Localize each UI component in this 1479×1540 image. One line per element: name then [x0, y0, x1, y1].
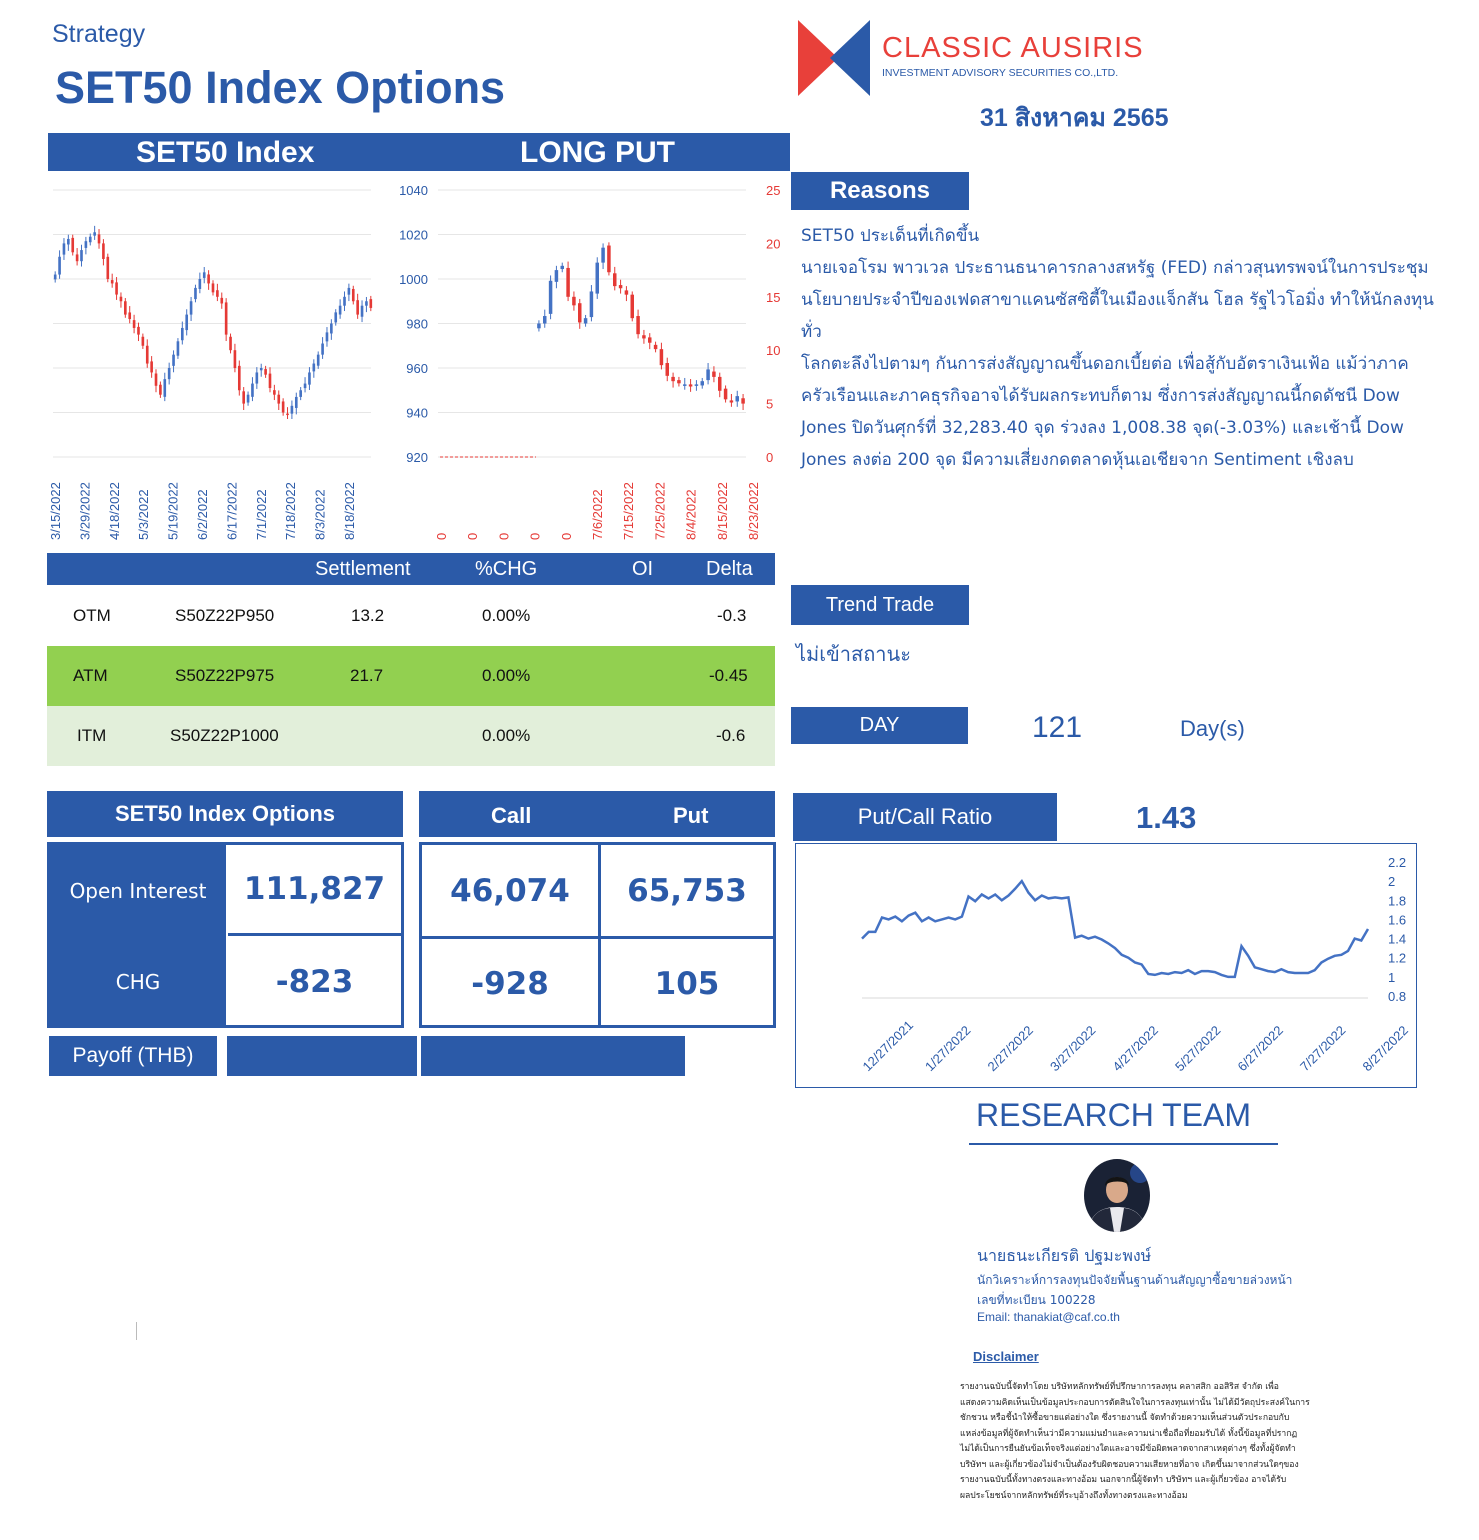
pcr-line-chart	[796, 844, 1416, 1087]
candle-body	[177, 341, 180, 355]
table-row-itm	[47, 706, 775, 766]
x-tick-label-left: 3/29/2022	[77, 482, 93, 540]
summary-right-box	[419, 842, 776, 1028]
research-title-underline	[969, 1143, 1278, 1145]
candle-body	[80, 250, 83, 261]
logo-subtitle: INVESTMENT ADVISORY SECURITIES CO.,LTD.	[882, 67, 1119, 79]
page-title: SET50 Index Options	[55, 62, 506, 113]
candle-body	[706, 369, 710, 380]
trend-trade-value: ไม่เข้าสถานะ	[796, 642, 911, 666]
y-tick-label-left: 1040	[399, 183, 428, 198]
trend-trade-label-text: Trend Trade	[825, 593, 935, 616]
candle-body	[660, 349, 664, 365]
candle-body	[282, 401, 285, 412]
disclaimer-line: ผลประโยชน์จากหลักทรัพย์ที่ระบุอ้างถึงทั้งทางตรงและทางอ้อม	[960, 1490, 1188, 1501]
payoff-label-text: Payoff (THB)	[72, 1044, 194, 1067]
options-table-header	[47, 553, 775, 585]
candle-body	[85, 241, 88, 248]
call-put-header	[419, 791, 775, 837]
candle-body	[238, 366, 241, 390]
candle-body	[334, 312, 337, 322]
candle-body	[106, 257, 109, 279]
payoff-bar-1	[227, 1036, 417, 1076]
chg-total: -823	[275, 964, 354, 1000]
candle-body	[689, 384, 693, 386]
candle-body	[181, 328, 184, 340]
logo-name: CLASSIC AUSIRIS	[882, 32, 1144, 64]
x-tick-label-left: 8/3/2022	[312, 489, 328, 540]
candle-body	[251, 384, 254, 397]
candle-body	[356, 300, 359, 314]
analyst-role: นักวิเคราะห์การลงทุนปัจจัยพื้นฐานด้านสัญญาซื้อขายล่วงหน้า	[977, 1273, 1293, 1287]
candle-body	[199, 279, 202, 289]
oi-total: 111,827	[243, 871, 386, 907]
candle-body	[242, 391, 245, 403]
candle-body	[150, 361, 153, 372]
candle-body	[555, 270, 559, 282]
disclaimer-label: Disclaimer	[973, 1349, 1039, 1364]
candle-body	[220, 298, 223, 304]
row-delta: -0.6	[716, 726, 746, 745]
candle-body	[212, 283, 215, 292]
candle-body	[619, 285, 623, 288]
pcr-y-tick-label: 0.8	[1388, 989, 1407, 1004]
y-tick-label-left: 1020	[399, 227, 428, 243]
candle-body	[736, 396, 740, 401]
summary-title	[47, 791, 403, 837]
candle-body	[308, 372, 311, 384]
pcr-x-tick-label: 4/27/2022	[1109, 1022, 1162, 1075]
candle-body	[343, 297, 346, 306]
candle-body	[561, 266, 565, 269]
candle-body	[712, 372, 716, 377]
candle-body	[225, 302, 228, 334]
candle-body	[286, 414, 289, 416]
candle-body	[256, 372, 259, 383]
pcr-y-tick-label: 1.2	[1388, 950, 1407, 966]
candle-body	[172, 355, 175, 366]
pcr-label-text: Put/Call Ratio	[857, 804, 993, 829]
disclaimer-line: แสดงความคิดเห็นเป็นข้อมูลประกอบการตัดสินใจในการลงทุนเท่านั้น ไม่ได้มีวัตถุประสงค์ในการ	[960, 1397, 1310, 1408]
candle-body	[273, 390, 276, 395]
candle-body	[120, 297, 123, 302]
candle-body	[207, 274, 210, 283]
pcr-x-tick-label: 3/27/2022	[1047, 1022, 1099, 1075]
reasons-line: Jones ลงต่อ 200 จุด มีความเสี่ยงกดตลาดหุ้นเอเชียจาก Sentiment เชิงลบ	[801, 450, 1354, 470]
x-tick-label-right: 7/6/2022	[590, 489, 605, 540]
payoff-label	[49, 1036, 217, 1076]
candle-body	[146, 346, 149, 364]
pcr-x-tick-label: 2/27/2022	[984, 1022, 1037, 1075]
row-delta: -0.3	[717, 606, 747, 625]
reasons-line: โลกตะลึงไปตามๆ กันการส่งสัญญาณขึ้นดอกเบี้ยต่อ เพื่อสู้กับอัตราเงินเฟ้อ แม้ว่าภาค	[801, 354, 1409, 374]
chg-label-cell	[50, 936, 226, 1028]
summary-title-text: SET50 Index Options	[114, 801, 336, 826]
call-header: Call	[491, 803, 532, 828]
y-tick-label-right: 5	[766, 396, 774, 412]
pcr-y-tick-label: 1	[1388, 969, 1396, 985]
candle-body	[234, 350, 237, 368]
candle-body	[339, 306, 342, 315]
chg-call-cell	[422, 939, 598, 1028]
candle-body	[142, 337, 145, 346]
y-tick-label-right: 0	[766, 450, 774, 465]
x-tick-label-left: 6/17/2022	[224, 482, 240, 540]
chg-total-cell	[228, 936, 401, 1028]
reasons-line: ครัวเรือนและภาคธุรกิจอาจได้รับผลกระทบก็ตาม ซึ่งการส่งสัญญาณนี้กดดัชนี Dow	[801, 386, 1400, 406]
summary-left-box	[47, 842, 404, 1028]
candle-body	[683, 384, 687, 386]
candle-body	[578, 303, 582, 322]
x-tick-label-right: 7/15/2022	[621, 482, 637, 540]
candle-body	[185, 315, 188, 330]
candle-body	[260, 368, 263, 370]
candle-body	[321, 344, 324, 355]
put-header: Put	[673, 803, 709, 828]
row-chg: 0.00%	[482, 606, 531, 625]
disclaimer-line: รายงานฉบับนี้ทั้งทางตรงและทางอ้อม นอกจากนี้ผู้จัดทำ บริษัทฯ และผู้เกี่ยวข้อง อาจได้รับ	[960, 1475, 1287, 1485]
candle-body	[194, 288, 197, 299]
x-tick-label-right: 8/23/2022	[746, 482, 761, 540]
strategy-label: Strategy	[52, 20, 146, 48]
x-tick-label-left: 8/18/2022	[342, 482, 357, 540]
candle-body	[190, 301, 193, 314]
chg-label: CHG	[115, 970, 161, 994]
pcr-chart-frame	[795, 843, 1417, 1088]
oi-put: 65,753	[627, 872, 747, 909]
candle-body	[642, 335, 646, 338]
header-delta: Delta	[706, 558, 753, 580]
y-tick-label-left: 940	[406, 405, 428, 421]
candle-body	[216, 290, 219, 297]
pcr-x-tick-label: 1/27/2022	[922, 1022, 974, 1075]
x-tick-label-left: 7/1/2022	[253, 489, 269, 540]
candle-body	[111, 280, 114, 283]
disclaimer-line: บริษัทฯ และผู้เกี่ยวข้องไม่จำเป็นต้องรับผิดชอบความเสียหายที่อาจ เกิดขึ้นมาจากส่วนใดๆของ	[960, 1459, 1299, 1470]
x-tick-label-left: 7/18/2022	[283, 482, 299, 540]
pcr-value: 1.43	[1136, 800, 1197, 835]
set50-chart-title: SET50 Index	[136, 136, 315, 169]
candle-body	[295, 397, 298, 408]
disclaimer-line: ไม่ได้เป็นการยืนยันข้อเท็จจริงแต่อย่างใดและอาจมีข้อผิดพลาดจากสาเหตุต่างๆ ซึ่งทั้งผู้จัดทำ	[960, 1444, 1296, 1454]
candle-body	[203, 272, 206, 278]
candle-body	[330, 324, 333, 334]
reasons-line: นายเจอโรม พาวเวล ประธานธนาคารกลางสหรัฐ (FED) กล่าวสุนทรพจน์ในการประชุม	[801, 258, 1429, 278]
candle-body	[607, 246, 611, 273]
candle-body	[369, 299, 372, 308]
disclaimer-line: ชักชวน หรือชี้นำให้ซื้อขายแต่อย่างใด ซึ่งรายงานนี้ จัดทำด้วยความเห็นส่วนตัวประกอบกับ	[960, 1413, 1290, 1423]
row-series: S50Z22P950	[175, 606, 275, 625]
reasons-line: Jones ปิดวันศุกร์ที่ 32,283.40 จุด ร่วงลง 1,008.38 จุด(-3.03%) และเช้านี้ Dow	[801, 418, 1404, 438]
oi-call-cell	[422, 845, 598, 936]
reasons-line: นโยบายประจำปีของเฟดสาขาแคนซัสซิตี้ในเมืองแจ็กสัน โฮล รัฐไวโอมิ่ง ทำให้นักลงทุนทั่ว	[801, 290, 1434, 342]
candle-body	[718, 377, 722, 391]
candle-body	[326, 332, 329, 341]
y-tick-label-right: 10	[766, 343, 781, 359]
y-tick-label-left: 1000	[399, 272, 428, 287]
candle-body	[137, 327, 140, 335]
pcr-x-tick-label: 12/27/2021	[859, 1017, 917, 1075]
candle-body	[291, 406, 294, 414]
candle-body	[352, 289, 355, 301]
header-settlement: Settlement	[315, 558, 411, 580]
x-tick-label-left: 5/3/2022	[136, 489, 152, 540]
candle-body	[566, 268, 570, 297]
candle-body	[537, 324, 541, 329]
oi-total-cell	[228, 845, 401, 936]
reasons-label	[791, 172, 969, 210]
row-delta: -0.45	[709, 666, 748, 685]
candlestick-charts	[40, 172, 800, 547]
candle-body	[76, 254, 79, 261]
y-tick-label-left: 980	[406, 316, 428, 332]
table-row-otm	[47, 586, 775, 646]
candle-body	[654, 345, 658, 349]
candle-body	[89, 237, 92, 243]
candle-body	[93, 232, 96, 235]
chg-put-cell	[601, 939, 773, 1028]
candle-body	[677, 380, 681, 383]
long-put-chart-title: LONG PUT	[520, 136, 675, 169]
candle-body	[102, 243, 105, 259]
candle-body	[159, 385, 162, 395]
research-team-title: RESEARCH TEAM	[976, 1097, 1252, 1133]
candle-body	[313, 364, 316, 372]
x-tick-label-left: 3/15/2022	[48, 482, 63, 540]
x-tick-label-left: 4/18/2022	[106, 482, 122, 540]
candle-body	[631, 295, 635, 318]
row-series: S50Z22P975	[175, 666, 275, 685]
header-oi: OI	[632, 558, 654, 580]
day-label-text: DAY	[859, 714, 900, 736]
table-row-atm	[47, 646, 775, 706]
candle-body	[128, 312, 131, 319]
x-tick-label-left: 6/2/2022	[195, 489, 210, 540]
analyst-license: เลขที่ทะเบียน 100228	[977, 1293, 1096, 1307]
candle-body	[648, 337, 652, 342]
trend-trade-label	[791, 585, 969, 625]
y-tick-label-right: 25	[766, 183, 781, 198]
person-photo-icon	[1084, 1159, 1150, 1232]
reasons-label-text: Reasons	[829, 177, 931, 204]
candle-body	[613, 273, 617, 286]
candle-body	[247, 395, 250, 403]
disclaimer-text	[960, 1380, 1430, 1504]
row-series: S50Z22P1000	[170, 726, 279, 745]
candle-body	[98, 234, 101, 243]
candle-body	[671, 377, 675, 381]
reasons-text	[801, 220, 1441, 476]
candle-body	[596, 263, 600, 294]
day-value: 121	[1032, 711, 1083, 744]
candle-body	[572, 297, 576, 306]
candle-body	[63, 243, 66, 254]
row-chg: 0.00%	[482, 726, 531, 745]
row-settlement: 21.7	[350, 666, 384, 685]
pcr-y-tick-label: 2.2	[1388, 855, 1407, 870]
x-tick-label-right: 8/4/2022	[683, 489, 699, 540]
pcr-y-tick-label: 1.6	[1388, 912, 1407, 928]
candle-body	[741, 398, 745, 403]
candle-body	[666, 363, 670, 376]
candle-body	[730, 400, 734, 402]
candle-body	[299, 390, 302, 397]
pcr-x-tick-label: 7/27/2022	[1297, 1022, 1349, 1075]
candle-body	[590, 291, 594, 317]
oi-label: Open Interest	[69, 878, 207, 903]
candle-body	[365, 301, 368, 305]
analyst-email[interactable]: Email: thanakiat@caf.co.th	[977, 1310, 1120, 1324]
x-tick-label-right: 0	[434, 532, 449, 540]
candle-body	[71, 238, 74, 252]
analyst-avatar	[1084, 1159, 1150, 1232]
reasons-line: SET50 ประเด็นที่เกิดขึ้น	[801, 226, 980, 246]
candle-body	[317, 355, 320, 366]
candle-body	[625, 290, 629, 294]
row-moneyness: ITM	[77, 726, 107, 745]
company-logo	[798, 20, 1178, 100]
pcr-y-tick-label: 1.8	[1388, 893, 1407, 909]
candle-body	[54, 275, 57, 280]
candle-body	[277, 395, 280, 404]
oi-label-cell	[50, 845, 226, 936]
candle-body	[601, 248, 605, 263]
pcr-y-tick-label: 1.4	[1388, 931, 1407, 947]
candle-body	[124, 301, 127, 314]
disclaimer-line: รายงานฉบับนี้จัดทำโดย บริษัทหลักทรัพย์ที่ปรึกษาการลงทุน คลาสสิก ออสิริส จำกัด เพื่อ	[960, 1382, 1279, 1392]
candle-body	[724, 389, 728, 400]
oi-call: 46,074	[450, 872, 570, 909]
x-tick-label-right: 8/15/2022	[714, 482, 730, 540]
x-tick-label-left: 5/19/2022	[165, 482, 181, 540]
pcr-label	[793, 793, 1057, 841]
day-unit: Day(s)	[1180, 716, 1245, 741]
candle-body	[348, 288, 351, 295]
y-tick-label-left: 960	[406, 361, 428, 376]
y-tick-label-right: 15	[766, 289, 781, 305]
day-label	[791, 707, 968, 744]
oi-put-cell	[601, 845, 773, 936]
y-tick-label-right: 20	[766, 236, 781, 252]
candle-body	[229, 337, 232, 350]
candle-body	[67, 239, 70, 245]
candle-body	[584, 318, 588, 323]
candle-body	[163, 379, 166, 397]
payoff-bar-2	[421, 1036, 685, 1076]
row-chg: 0.00%	[482, 666, 531, 685]
row-moneyness: ATM	[73, 666, 108, 685]
pcr-y-tick-label: 2	[1388, 874, 1396, 890]
candle-body	[269, 374, 272, 388]
header-chg: %CHG	[475, 558, 538, 580]
x-tick-label-right: 0	[527, 532, 543, 540]
charts-title-band	[48, 133, 790, 171]
report-date: 31 สิงหาคม 2565	[980, 104, 1169, 132]
candle-body	[264, 369, 267, 375]
candle-body	[695, 384, 699, 386]
pcr-x-tick-label: 6/27/2022	[1234, 1022, 1287, 1075]
x-tick-label-right: 0	[496, 532, 512, 540]
logo-mark-icon	[798, 20, 870, 96]
candle-body	[133, 320, 136, 328]
candle-body	[701, 381, 705, 385]
disclaimer-line: แหล่งข้อมูลที่ผู้จัดทำเห็นว่ามีความแม่นยำและความน่าเชื่อถือที่ยอมรับได้ ทั้งนี้ข้อมูลที่ปรากฏ	[960, 1428, 1298, 1439]
candle-body	[304, 384, 307, 389]
candle-body	[549, 281, 553, 314]
candle-body	[115, 282, 118, 294]
y-tick-label-left: 920	[406, 450, 428, 465]
candle-body	[168, 368, 171, 379]
candle-body	[361, 306, 364, 317]
row-moneyness: OTM	[73, 606, 111, 625]
x-tick-label-right: 0	[465, 532, 481, 540]
pcr-x-tick-label: 8/27/2022	[1359, 1022, 1412, 1075]
candle-body	[155, 374, 158, 386]
candle-body	[58, 257, 61, 275]
candle-body	[636, 316, 640, 334]
pcr-series-line	[862, 881, 1368, 977]
x-tick-label-right: 0	[558, 532, 574, 540]
pcr-x-tick-label: 5/27/2022	[1172, 1022, 1224, 1075]
row-settlement: 13.2	[351, 606, 385, 625]
analyst-name: นายธนะเกียรติ ปฐมะพงษ์	[977, 1246, 1152, 1265]
chg-call: -928	[471, 965, 549, 1002]
candle-body	[543, 316, 547, 323]
chg-put: 105	[654, 965, 720, 1002]
text-cursor-mark	[136, 1322, 137, 1340]
x-tick-label-right: 7/25/2022	[652, 482, 668, 540]
